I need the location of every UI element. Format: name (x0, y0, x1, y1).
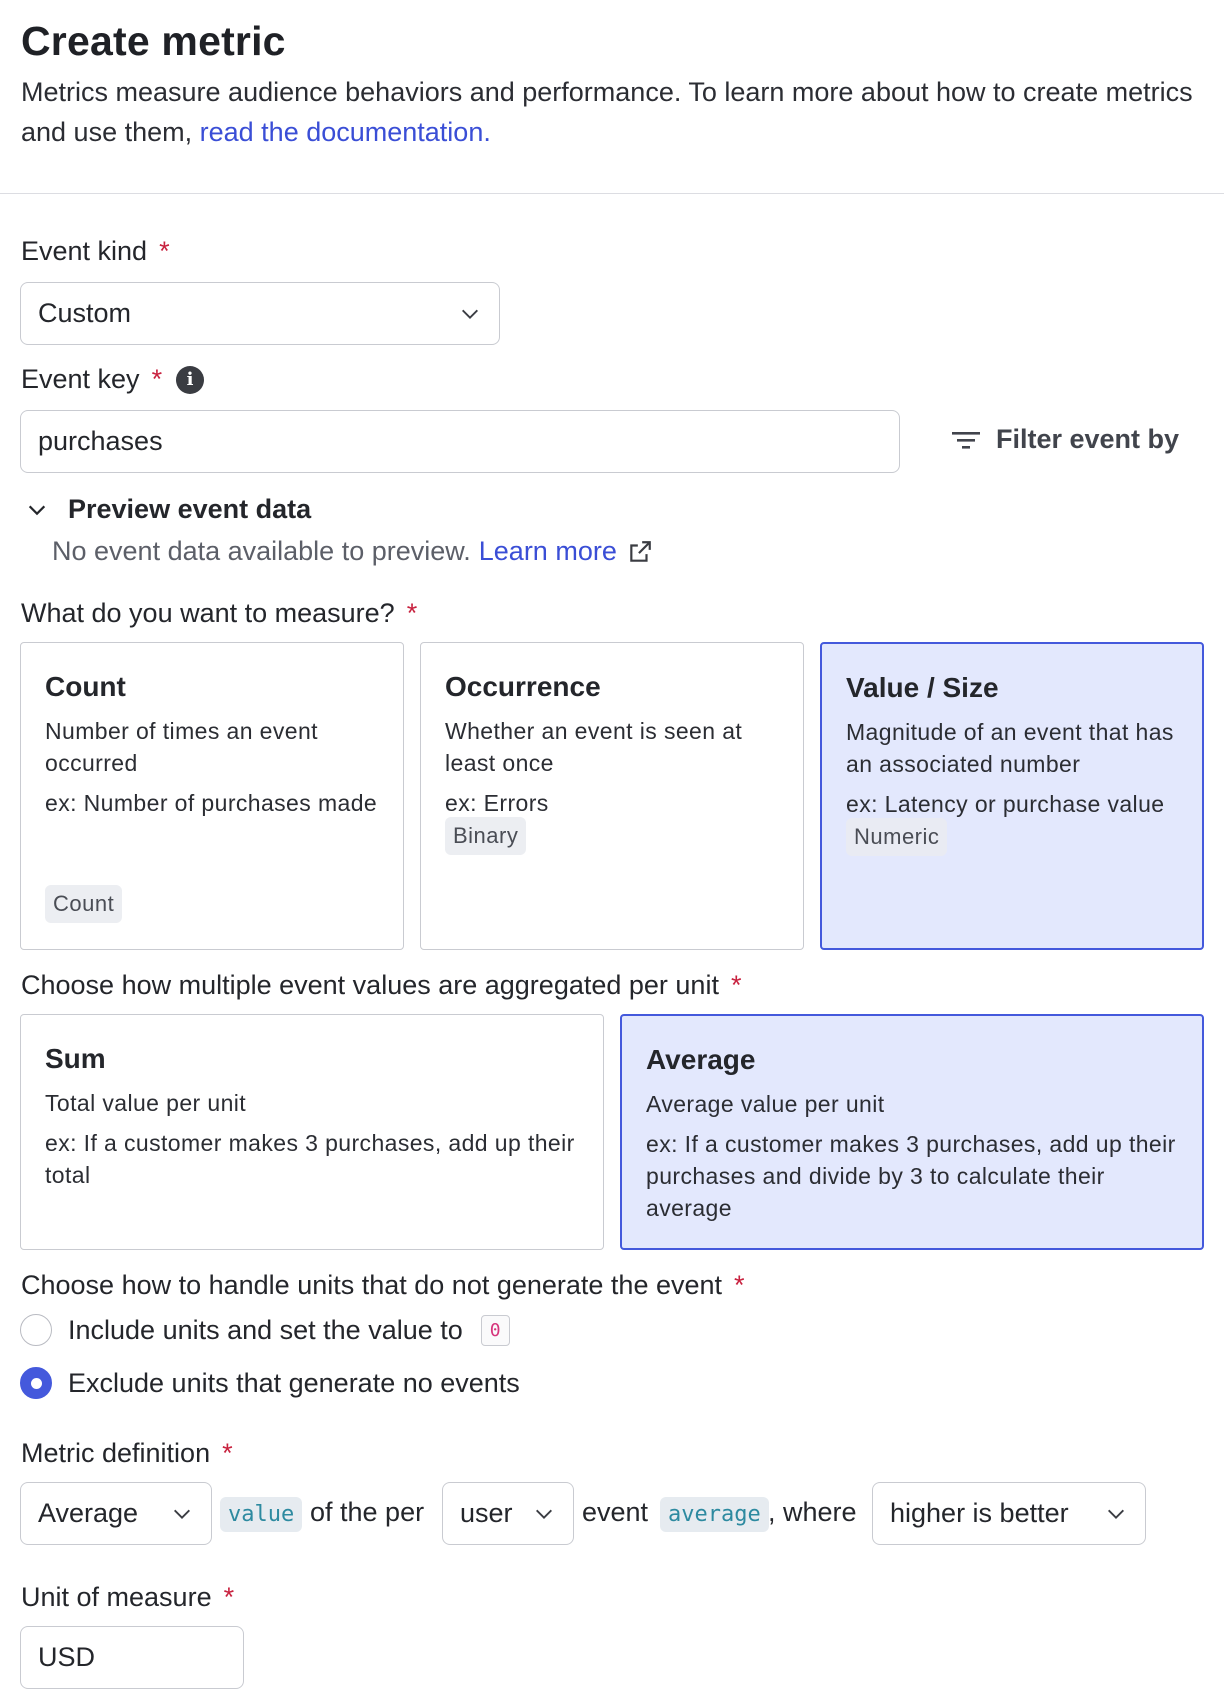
unit-value: user (460, 1498, 513, 1528)
include-units-label: Include units and set the value to (68, 1314, 463, 1345)
default-value-chip: 0 (481, 1315, 510, 1346)
chevron-down-icon (26, 499, 48, 521)
definition-text-of-the-per: of the per (310, 1497, 425, 1527)
aggregation-label (21, 970, 741, 1001)
option-example: ex: Number of purchases made (45, 790, 378, 816)
metric-definition-label-text: Metric definition (21, 1438, 211, 1468)
preview-empty-text: No event data available to preview. (52, 536, 471, 566)
exclude-units-radio[interactable] (20, 1367, 52, 1399)
chevron-down-icon (1105, 1503, 1127, 1525)
required-asterisk: * (406, 598, 418, 628)
chevron-down-icon (533, 1503, 555, 1525)
option-description: Total value per unit (45, 1090, 247, 1116)
event-key-input[interactable] (20, 410, 900, 473)
learn-more-label: Learn more (478, 536, 617, 566)
exclude-units-radio-option[interactable] (20, 1367, 520, 1399)
required-asterisk: * (223, 1582, 235, 1612)
option-title: Count (45, 671, 126, 702)
option-example: ex: Latency or purchase value (846, 791, 1165, 817)
value-token: value (220, 1497, 302, 1532)
unit-select[interactable] (442, 1482, 574, 1545)
required-asterisk: * (159, 236, 170, 266)
page-header (0, 0, 1224, 194)
page-description (21, 72, 1201, 152)
preview-empty-message (52, 536, 653, 567)
event-key-value: purchases (38, 426, 163, 456)
option-badge: Count (45, 885, 122, 923)
page-title: Create metric (21, 18, 286, 64)
external-link-icon (627, 539, 653, 565)
event-kind-select[interactable] (20, 282, 500, 345)
filter-icon (950, 428, 982, 452)
option-description: Magnitude of an event that has an associated number (846, 719, 1174, 777)
info-icon[interactable]: i (176, 366, 204, 394)
preview-event-data-toggle[interactable] (26, 494, 311, 525)
option-example: ex: If a customer makes 3 purchases, add up their purchases and divide by 3 to calculate their average (646, 1131, 1176, 1221)
option-badge: Numeric (846, 818, 947, 856)
learn-more-link[interactable] (479, 536, 653, 567)
metric-definition-label (21, 1438, 233, 1469)
option-example: ex: Errors (445, 790, 549, 816)
filter-event-button[interactable] (950, 424, 1179, 455)
event-kind-value: Custom (38, 298, 132, 328)
aggregate-value: Average (38, 1498, 139, 1528)
chevron-down-icon (459, 303, 481, 325)
required-asterisk: * (222, 1438, 233, 1468)
filter-event-label: Filter event by (996, 424, 1180, 454)
option-example: ex: If a customer makes 3 purchases, add up their total (45, 1130, 575, 1188)
measure-option-value-size[interactable] (820, 642, 1204, 950)
option-badge: Binary (445, 817, 526, 855)
option-description: Whether an event is seen at least once (445, 718, 743, 776)
unit-of-measure-value: USD (38, 1642, 96, 1672)
measure-label-text: What do you want to measure? (21, 598, 395, 628)
aggregate-select[interactable] (20, 1482, 212, 1545)
preview-toggle-label: Preview event data (68, 494, 312, 524)
measure-option-count[interactable] (20, 642, 404, 950)
description-text: Metrics measure audience behaviors and performance. To learn more about how to create metrics and use them, (21, 77, 1193, 147)
event-kind-label (21, 236, 170, 267)
documentation-link[interactable]: read the documentation. (199, 117, 491, 147)
aggregation-label-text: Choose how multiple event values are aggregated per unit (21, 970, 719, 1000)
include-units-radio-option[interactable] (20, 1314, 510, 1346)
missing-units-label (21, 1270, 745, 1301)
aggregation-option-sum[interactable] (20, 1014, 604, 1250)
measure-label (21, 598, 417, 629)
option-description: Average value per unit (646, 1091, 885, 1117)
option-title: Sum (45, 1043, 106, 1074)
measure-option-occurrence[interactable] (420, 642, 804, 950)
aggregation-option-average[interactable] (620, 1014, 1204, 1250)
event-key-label-text: Event key (21, 364, 140, 394)
unit-of-measure-label (21, 1582, 234, 1613)
unit-of-measure-input[interactable] (20, 1626, 244, 1689)
option-title: Average (646, 1044, 756, 1075)
unit-of-measure-label-text: Unit of measure (21, 1582, 212, 1612)
event-key-label (21, 364, 204, 395)
option-description: Number of times an event occurred (45, 718, 318, 776)
definition-text-where: , where (768, 1497, 857, 1527)
definition-text-event: event (582, 1497, 649, 1527)
direction-value: higher is better (890, 1498, 1069, 1528)
required-asterisk: * (151, 364, 163, 394)
option-title: Occurrence (445, 671, 601, 702)
missing-units-label-text: Choose how to handle units that do not generate the event (21, 1270, 723, 1300)
required-asterisk: * (734, 1270, 745, 1300)
exclude-units-label: Exclude units that generate no events (68, 1367, 520, 1398)
chevron-down-icon (171, 1503, 193, 1525)
average-token: average (660, 1497, 769, 1532)
event-kind-label-text: Event kind (21, 236, 148, 266)
direction-select[interactable] (872, 1482, 1146, 1545)
include-units-radio[interactable] (20, 1314, 52, 1346)
required-asterisk: * (730, 970, 742, 1000)
option-title: Value / Size (846, 672, 999, 703)
